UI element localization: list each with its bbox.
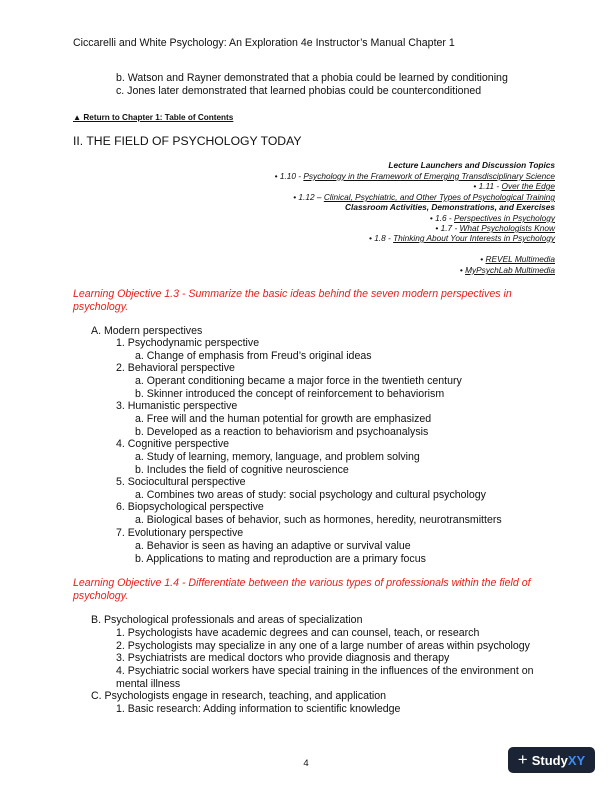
logo-text-study: Study	[531, 752, 568, 768]
outline-heading: B. Psychological professionals and areas of specialization	[91, 614, 363, 626]
outline-item: 4. Psychiatric social workers have special training in the influences of the environment on mental illness	[116, 665, 534, 690]
page-number: 4	[303, 758, 309, 769]
studyxy-logo	[508, 747, 595, 773]
outline-item: 3. Humanistic perspective	[116, 400, 238, 412]
return-to-toc-link[interactable]: ▲ Return to Chapter 1: Table of Contents	[73, 113, 234, 122]
lecture-item: • 1.11 - Over the Edge	[473, 181, 555, 191]
outline-subitem: b. Includes the field of cognitive neuroscience	[135, 464, 349, 476]
mypsychlab-multimedia-link[interactable]: MyPsychLab Multimedia	[465, 265, 555, 275]
activity-item: • 1.6 - Perspectives in Psychology	[429, 213, 555, 223]
outline-heading: C. Psychologists engage in research, teaching, and application	[91, 690, 387, 702]
outline-item: 1. Basic research: Adding information to scientific knowledge	[116, 703, 401, 715]
multimedia-item: • REVEL Multimedia	[480, 254, 555, 264]
lecture-launchers-heading: Lecture Launchers and Discussion Topics	[388, 160, 555, 170]
outline-item: 2. Psychologists may specialize in any one of a large number of areas within psychology	[116, 640, 530, 652]
outline-subitem: a. Behavior is seen as having an adaptive or survival value	[135, 540, 411, 552]
lecture-link[interactable]: Over the Edge	[501, 181, 555, 191]
outline-item: 1. Psychologists have academic degrees and can counsel, teach, or research	[116, 627, 480, 639]
multimedia-item: • MyPsychLab Multimedia	[459, 265, 555, 275]
classroom-activities-heading: Classroom Activities, Demonstrations, and Exercises	[345, 202, 555, 212]
outline-item: 2. Behavioral perspective	[116, 362, 235, 374]
outline-subitem: a. Free will and the human potential for growth are emphasized	[135, 413, 432, 425]
outline-item: 1. Psychodynamic perspective	[116, 337, 260, 349]
outline-subitem: b. Developed as a reaction to behaviorism and psychoanalysis	[135, 426, 429, 438]
activity-item: • 1.7 - What Psychologists Know	[435, 223, 555, 233]
outline-subitem: a. Change of emphasis from Freud’s original ideas	[135, 350, 372, 362]
section-title: II. THE FIELD OF PSYCHOLOGY TODAY	[73, 134, 302, 148]
outline-subitem: a. Biological bases of behavior, such as hormones, heredity, neurotransmitters	[135, 514, 502, 526]
lecture-item: • 1.12 – Clinical, Psychiatric, and Other Types of Psychological Training	[293, 192, 555, 202]
outline-subitem: a. Operant conditioning became a major force in the twentieth century	[135, 375, 462, 387]
lecture-item: • 1.10 - Psychology in the Framework of Emerging Transdisciplinary Science	[274, 171, 555, 181]
outline-item: 6. Biopsychological perspective	[116, 501, 264, 513]
revel-multimedia-link[interactable]: REVEL Multimedia	[485, 254, 555, 264]
logo-text-xy: XY	[567, 752, 586, 768]
outline-item: 3. Psychiatrists are medical doctors who provide diagnosis and therapy	[116, 652, 450, 664]
activity-link[interactable]: Perspectives in Psychology	[454, 213, 555, 223]
outline-item: 4. Cognitive perspective	[116, 438, 230, 450]
outline-item: 7. Evolutionary perspective	[116, 527, 244, 539]
activity-link[interactable]: Thinking About Your Interests in Psychology	[393, 233, 555, 243]
outline-heading: A. Modern perspectives	[91, 325, 203, 337]
lecture-link[interactable]: Psychology in the Framework of Emerging Transdisciplinary Science	[303, 171, 555, 181]
activity-link[interactable]: What Psychologists Know	[459, 223, 555, 233]
learning-objective-1-3: Learning Objective 1.3 - Summarize the basic ideas behind the seven modern perspectives in psychology.	[73, 288, 512, 313]
outline-subitem: b. Applications to mating and reproduction are a primary focus	[135, 553, 426, 565]
outline-subitem: a. Combines two areas of study: social psychology and cultural psychology	[135, 489, 486, 501]
activity-item: • 1.8 - Thinking About Your Interests in Psychology	[368, 233, 555, 243]
outline-item: b. Watson and Rayner demonstrated that a phobia could be learned by conditioning	[116, 72, 508, 84]
outline-item: c. Jones later demonstrated that learned phobias could be counterconditioned	[116, 85, 482, 97]
learning-objective-1-4: Learning Objective 1.4 - Differentiate between the various types of professionals within the field of psychology.	[73, 577, 531, 602]
lecture-link[interactable]: Clinical, Psychiatric, and Other Types of Psychological Training	[323, 192, 555, 202]
outline-subitem: b. Skinner introduced the concept of reinforcement to behaviorism	[135, 388, 445, 400]
plus-icon: +	[517, 750, 528, 769]
running-header: Ciccarelli and White Psychology: An Exploration 4e Instructor’s Manual Chapter 1	[73, 37, 455, 49]
outline-item: 5. Sociocultural perspective	[116, 476, 246, 488]
outline-subitem: a. Study of learning, memory, language, and problem solving	[135, 451, 420, 463]
